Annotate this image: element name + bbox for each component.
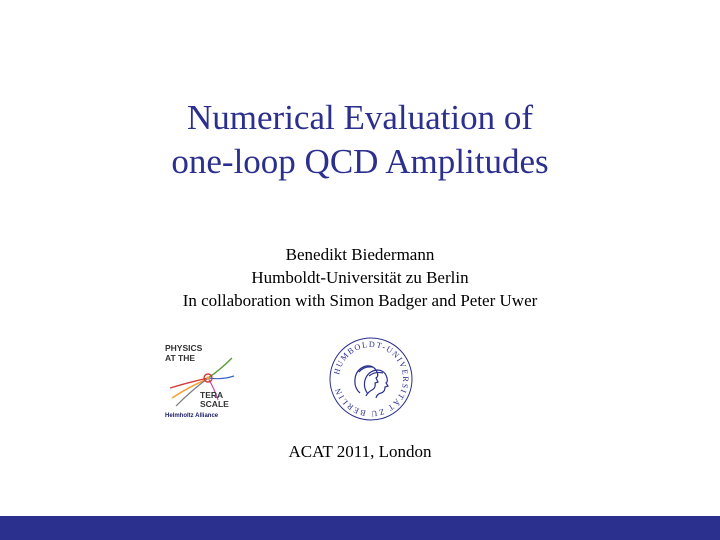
collaboration: In collaboration with Simon Badger and Peter Uwer: [182, 291, 538, 310]
title-line-2: one-loop QCD Amplitudes: [171, 142, 549, 181]
event-label: ACAT 2011, London: [288, 442, 432, 461]
seal-ring-text: HUMBOLDT-UNIVERSITÄT ZU BERLIN: [332, 339, 411, 419]
logo-text-at-the: AT THE: [165, 353, 196, 363]
author-block: [0, 243, 720, 312]
terascale-logo: [162, 340, 238, 420]
slide-title: [0, 96, 720, 184]
title-line-1: Numerical Evaluation of: [187, 98, 533, 137]
affiliation: Humboldt-Universität zu Berlin: [251, 268, 469, 287]
logo-text-physics: PHYSICS: [165, 343, 203, 353]
logo-text-scale: SCALE: [200, 399, 229, 409]
humboldt-university-seal: [328, 336, 414, 422]
author-name: Benedikt Biedermann: [285, 245, 435, 264]
bottom-bar: [0, 516, 720, 540]
logo-text-helmholtz: Helmholtz Alliance: [165, 413, 219, 419]
logo-text-tera: TERA: [200, 390, 224, 400]
